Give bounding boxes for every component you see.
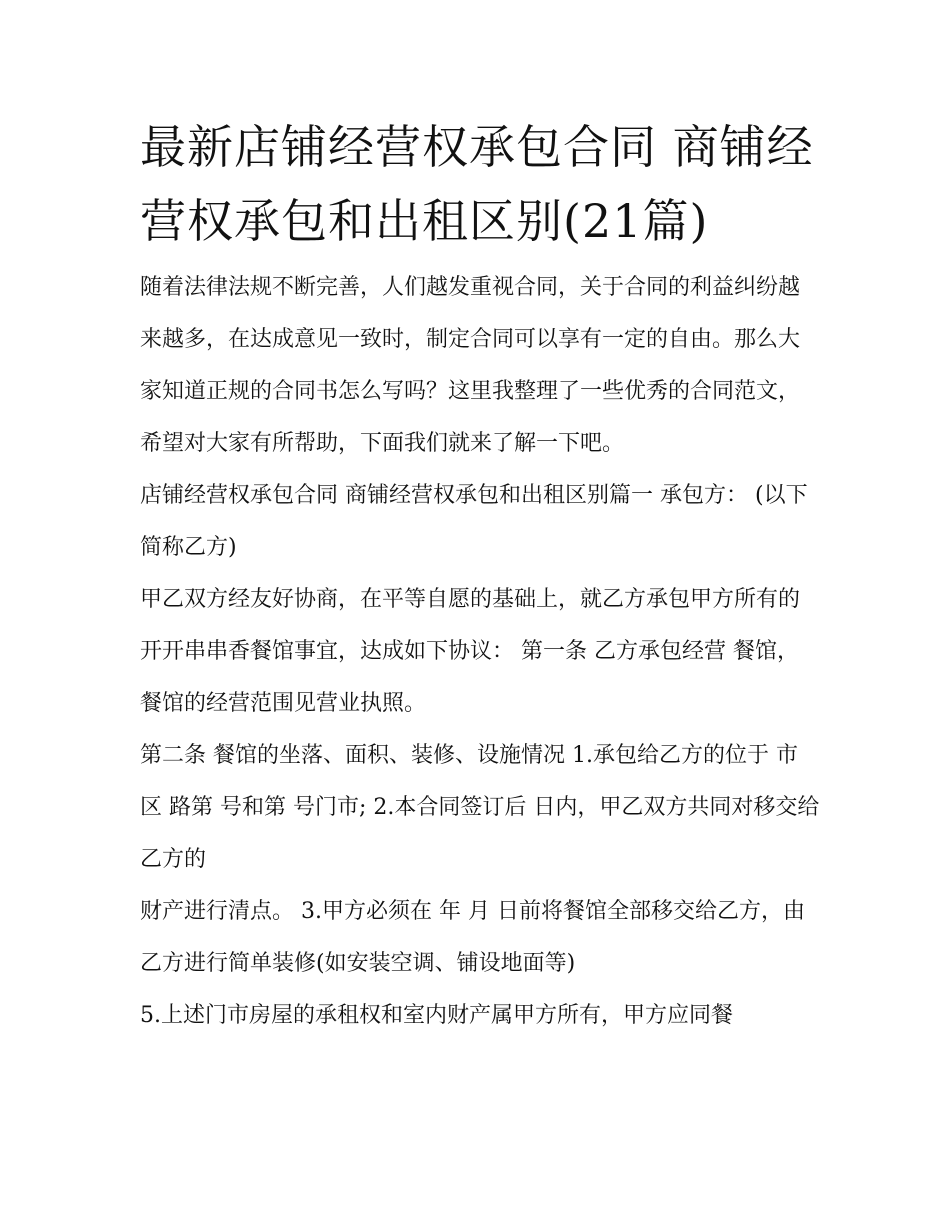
inventory-paragraph: 财产进行清点。 3.甲方必须在 年 月 日前将餐馆全部移交给乙方，由乙方进行简单装修(如安装空调、铺设地面等) — [140, 899, 805, 976]
document-title: 最新店铺经营权承包合同 商铺经营权承包和出租区别(21篇) — [140, 120, 814, 248]
property-paragraph: 5.上述门市房屋的承租权和室内财产属甲方所有，甲方应同餐 — [140, 1003, 733, 1028]
contract-heading-paragraph: 店铺经营权承包合同 商铺经营权承包和出租区别篇一 承包方： (以下简称乙方) — [140, 483, 808, 560]
document-page — [140, 110, 820, 1042]
agreement-paragraph: 甲乙双方经友好协商，在平等自愿的基础上，就乙方承包甲方所有的开开串串香餐馆事宜，达成如下协议： 第一条 乙方承包经营 餐馆， 餐馆的经营范围见营业执照。 — [140, 587, 806, 716]
intro-paragraph: 随着法律法规不断完善，人们越发重视合同，关于合同的利益纠纷越来越多，在达成意见一致时，制定合同可以享有一定的自由。那么大家知道正规的合同书怎么写吗？这里我整理了一些优秀的合同范文，希望对大家有所帮助，下面我们就来了解一下吧。 — [140, 275, 801, 456]
article-two-paragraph: 第二条 餐馆的坐落、面积、装修、设施情况 1.承包给乙方的位于 市 区 路第 号和第 号门市; 2.本合同签订后 日内，甲乙双方共同对移交给乙方的 — [140, 743, 820, 872]
